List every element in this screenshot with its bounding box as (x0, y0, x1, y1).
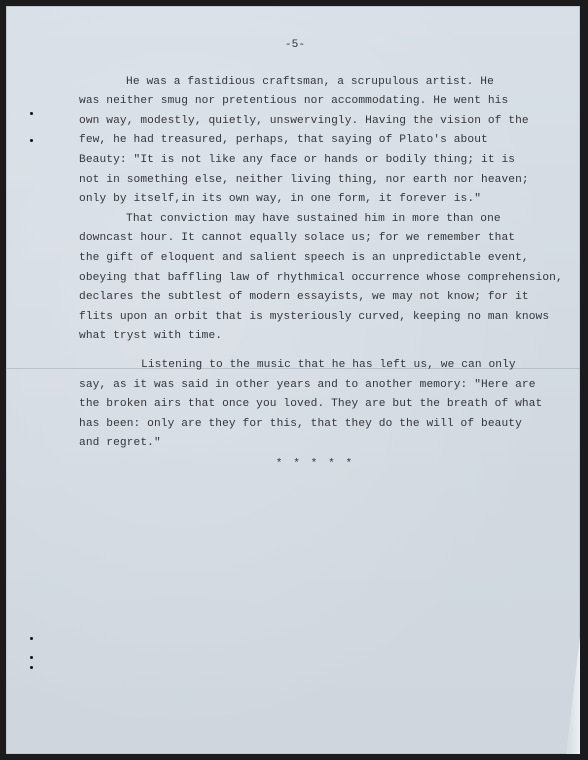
text-line: Listening to the music that he has left us, we can only (141, 358, 516, 371)
paper-corner-curl (566, 636, 580, 754)
end-mark: * * * * * (275, 457, 355, 470)
paragraph (79, 356, 569, 454)
text-line: flits upon an orbit that is mysteriously curved, keeping no man knows (79, 310, 550, 323)
binder-hole-mark (30, 112, 33, 115)
page-number: -5- (284, 39, 306, 51)
text-line: what tryst with time. (79, 330, 223, 343)
text-line: few, he had treasured, perhaps, that saying of Plato's about (79, 134, 488, 147)
text-line: was neither smug nor pretentious nor accommodating. He went his (79, 95, 509, 108)
text-line: obeying that baffling law of rhythmical occurrence whose comprehension, (79, 271, 563, 284)
text-line: has been: only are they for this, that they do the will of beauty (79, 417, 522, 430)
text-line: Beauty: "It is not like any face or hands or bodily thing; it is (79, 153, 516, 166)
text-line: He was a fastidious craftsman, a scrupulous artist. He (126, 75, 494, 88)
paragraph (79, 73, 569, 210)
text-line: own way, modestly, quietly, unswervingly. Having the vision of the (79, 114, 529, 127)
text-line: declares the subtlest of modern essayists, we may not know; for it (79, 291, 529, 304)
text-line: the broken airs that once you loved. They are but the breath of what (79, 398, 543, 411)
text-line: say, as it was said in other years and to another memory: "Here are (79, 378, 536, 391)
binder-hole-mark (30, 139, 33, 142)
document-body (79, 36, 569, 474)
text-line: That conviction may have sustained him in more than one (126, 212, 501, 225)
typewritten-page (6, 6, 580, 754)
binder-hole-mark (30, 656, 33, 659)
binder-hole-mark (30, 637, 33, 640)
text-line: the gift of eloquent and salient speech is an unpredictable event, (79, 251, 529, 264)
binder-hole-mark (30, 666, 33, 669)
text-line: not in something else, neither living thing, nor earth nor heaven; (79, 173, 529, 186)
text-line: only by itself,in its own way, in one form, it forever is." (79, 193, 482, 206)
text-line: downcast hour. It cannot equally solace us; for we remember that (79, 232, 516, 245)
text-line: and regret." (79, 437, 161, 450)
paragraph (79, 210, 569, 347)
